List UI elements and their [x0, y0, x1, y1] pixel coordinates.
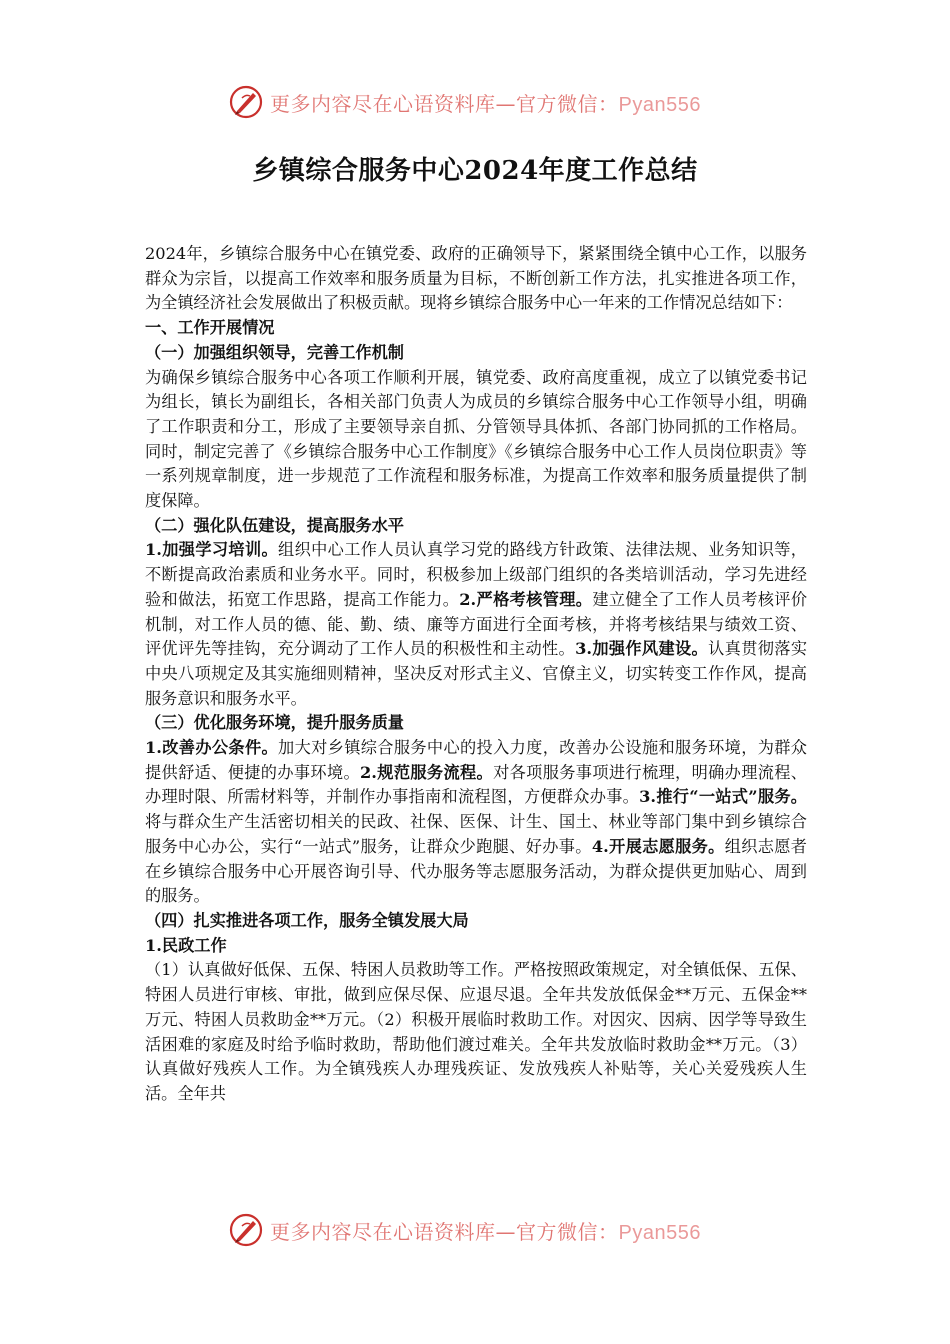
document-title: 乡镇综合服务中心2024年度工作总结: [252, 156, 698, 186]
document-body: [145, 242, 807, 1107]
item-lead: 2.规范服务流程。: [360, 762, 494, 782]
pen-logo-icon: [228, 84, 264, 120]
item-heading: 1.民政工作: [145, 935, 227, 955]
paragraph: 1.改善办公条件。加大对乡镇综合服务中心的投入力度，改善办公设施和服务环境，为群众提供舒适、便捷的办事环境。2.规范服务流程。对各项服务事项进行梳理，明确办理流程、办理时限、所需材料等，并制作办事指南和流程图，方便群众办事。3.推行“一站式”服务。将与群众生产生活密切相关的民政、社保、医保、计生、国土、林业等部门集中到乡镇综合服务中心办公，实行“一站式”服务，让群众少跑腿、好办事。4.开展志愿服务。组织志愿者在乡镇综合服务中心开展咨询引导、代办服务等志愿服务活动，为群众提供更加贴心、周到的服务。: [145, 738, 807, 906]
item-lead: 2.严格考核管理。: [459, 589, 593, 609]
pen-logo-icon: [228, 1212, 264, 1248]
item-lead: 1.加强学习培训。: [145, 540, 279, 560]
paragraph: 1.加强学习培训。组织中心工作人员认真学习党的路线方针政策、法律法规、业务知识等，不断提高政治素质和业务水平。同时，积极参加上级部门组织的各类培训活动，学习先进经验和做法，拓宽工作思路，提高工作能力。2.严格考核管理。建立健全了工作人员考核评价机制，对工作人员的德、能、勤、绩、廉等方面进行全面考核，并将考核结果与绩效工资、评优评先等挂钩，充分调动了工作人员的积极性和主动性。3.加强作风建设。认真贯彻落实中央八项规定及其实施细则精神，坚决反对形式主义、官僚主义，切实转变工作作风，提高服务意识和服务水平。: [145, 540, 808, 708]
subsection-heading: （一）加强组织领导，完善工作机制: [145, 342, 404, 362]
item-lead: 3.加强作风建设。: [575, 639, 709, 659]
subsection-heading: （三）优化服务环境，提升服务质量: [145, 713, 404, 733]
watermark-wechat-id: Pyan556: [618, 93, 701, 116]
item-lead: 1.改善办公条件。: [145, 738, 279, 758]
watermark-header: [228, 82, 701, 122]
item-lead: 3.推行“一站式”服务。: [639, 787, 807, 807]
paragraph: 为确保乡镇综合服务中心各项工作顺利开展，镇党委、政府高度重视，成立了以镇党委书记为组长，镇长为副组长，各相关部门负责人为成员的乡镇综合服务中心工作领导小组，明确了工作职责和分工，形成了主要领导亲自抓、分管领导具体抓、各部门协同抓的工作格局。同时，制定完善了《乡镇综合服务中心工作制度》《乡镇综合服务中心工作人员岗位职责》等一系列规章制度，进一步规范了工作流程和服务标准，为提高工作效率和服务质量提供了制度保障。: [145, 367, 807, 511]
watermark-text: 更多内容尽在心语资料库—官方微信：Pyan556: [270, 1219, 701, 1244]
watermark-text: 更多内容尽在心语资料库—官方微信：Pyan556: [270, 91, 701, 116]
paragraph: （1）认真做好低保、五保、特困人员救助等工作。严格按照政策规定，对全镇低保、五保、特困人员进行审核、审批，做到应保尽保、应退尽退。全年共发放低保金**万元、五保金**万元、特困人员救助金**万元。（2）积极开展临时救助工作。对因灾、因病、因学等导致生活困难的家庭及时给予临时救助，帮助他们渡过难关。全年共发放临时救助金**万元。（3）认真做好残疾人工作。为全镇残疾人办理残疾证、发放残疾人补贴等，关心关爱残疾人生活。全年共: [145, 960, 807, 1103]
watermark-wechat-id: Pyan556: [618, 1221, 701, 1244]
intro-paragraph: 2024年，乡镇综合服务中心在镇党委、政府的正确领导下，紧紧围绕全镇中心工作，以服务群众为宗旨，以提高工作效率和服务质量为目标，不断创新工作方法，扎实推进各项工作，为全镇经济社会发展做出了积极贡献。现将乡镇综合服务中心一年来的工作情况总结如下：: [145, 244, 807, 313]
item-lead: 4.开展志愿服务。: [591, 836, 725, 856]
subsection-heading: （二）强化队伍建设，提高服务水平: [145, 515, 404, 535]
section-heading: 一、工作开展情况: [145, 318, 275, 338]
watermark-footer: [228, 1210, 701, 1250]
subsection-heading: （四）扎实推进各项工作，服务全镇发展大局: [145, 910, 469, 930]
